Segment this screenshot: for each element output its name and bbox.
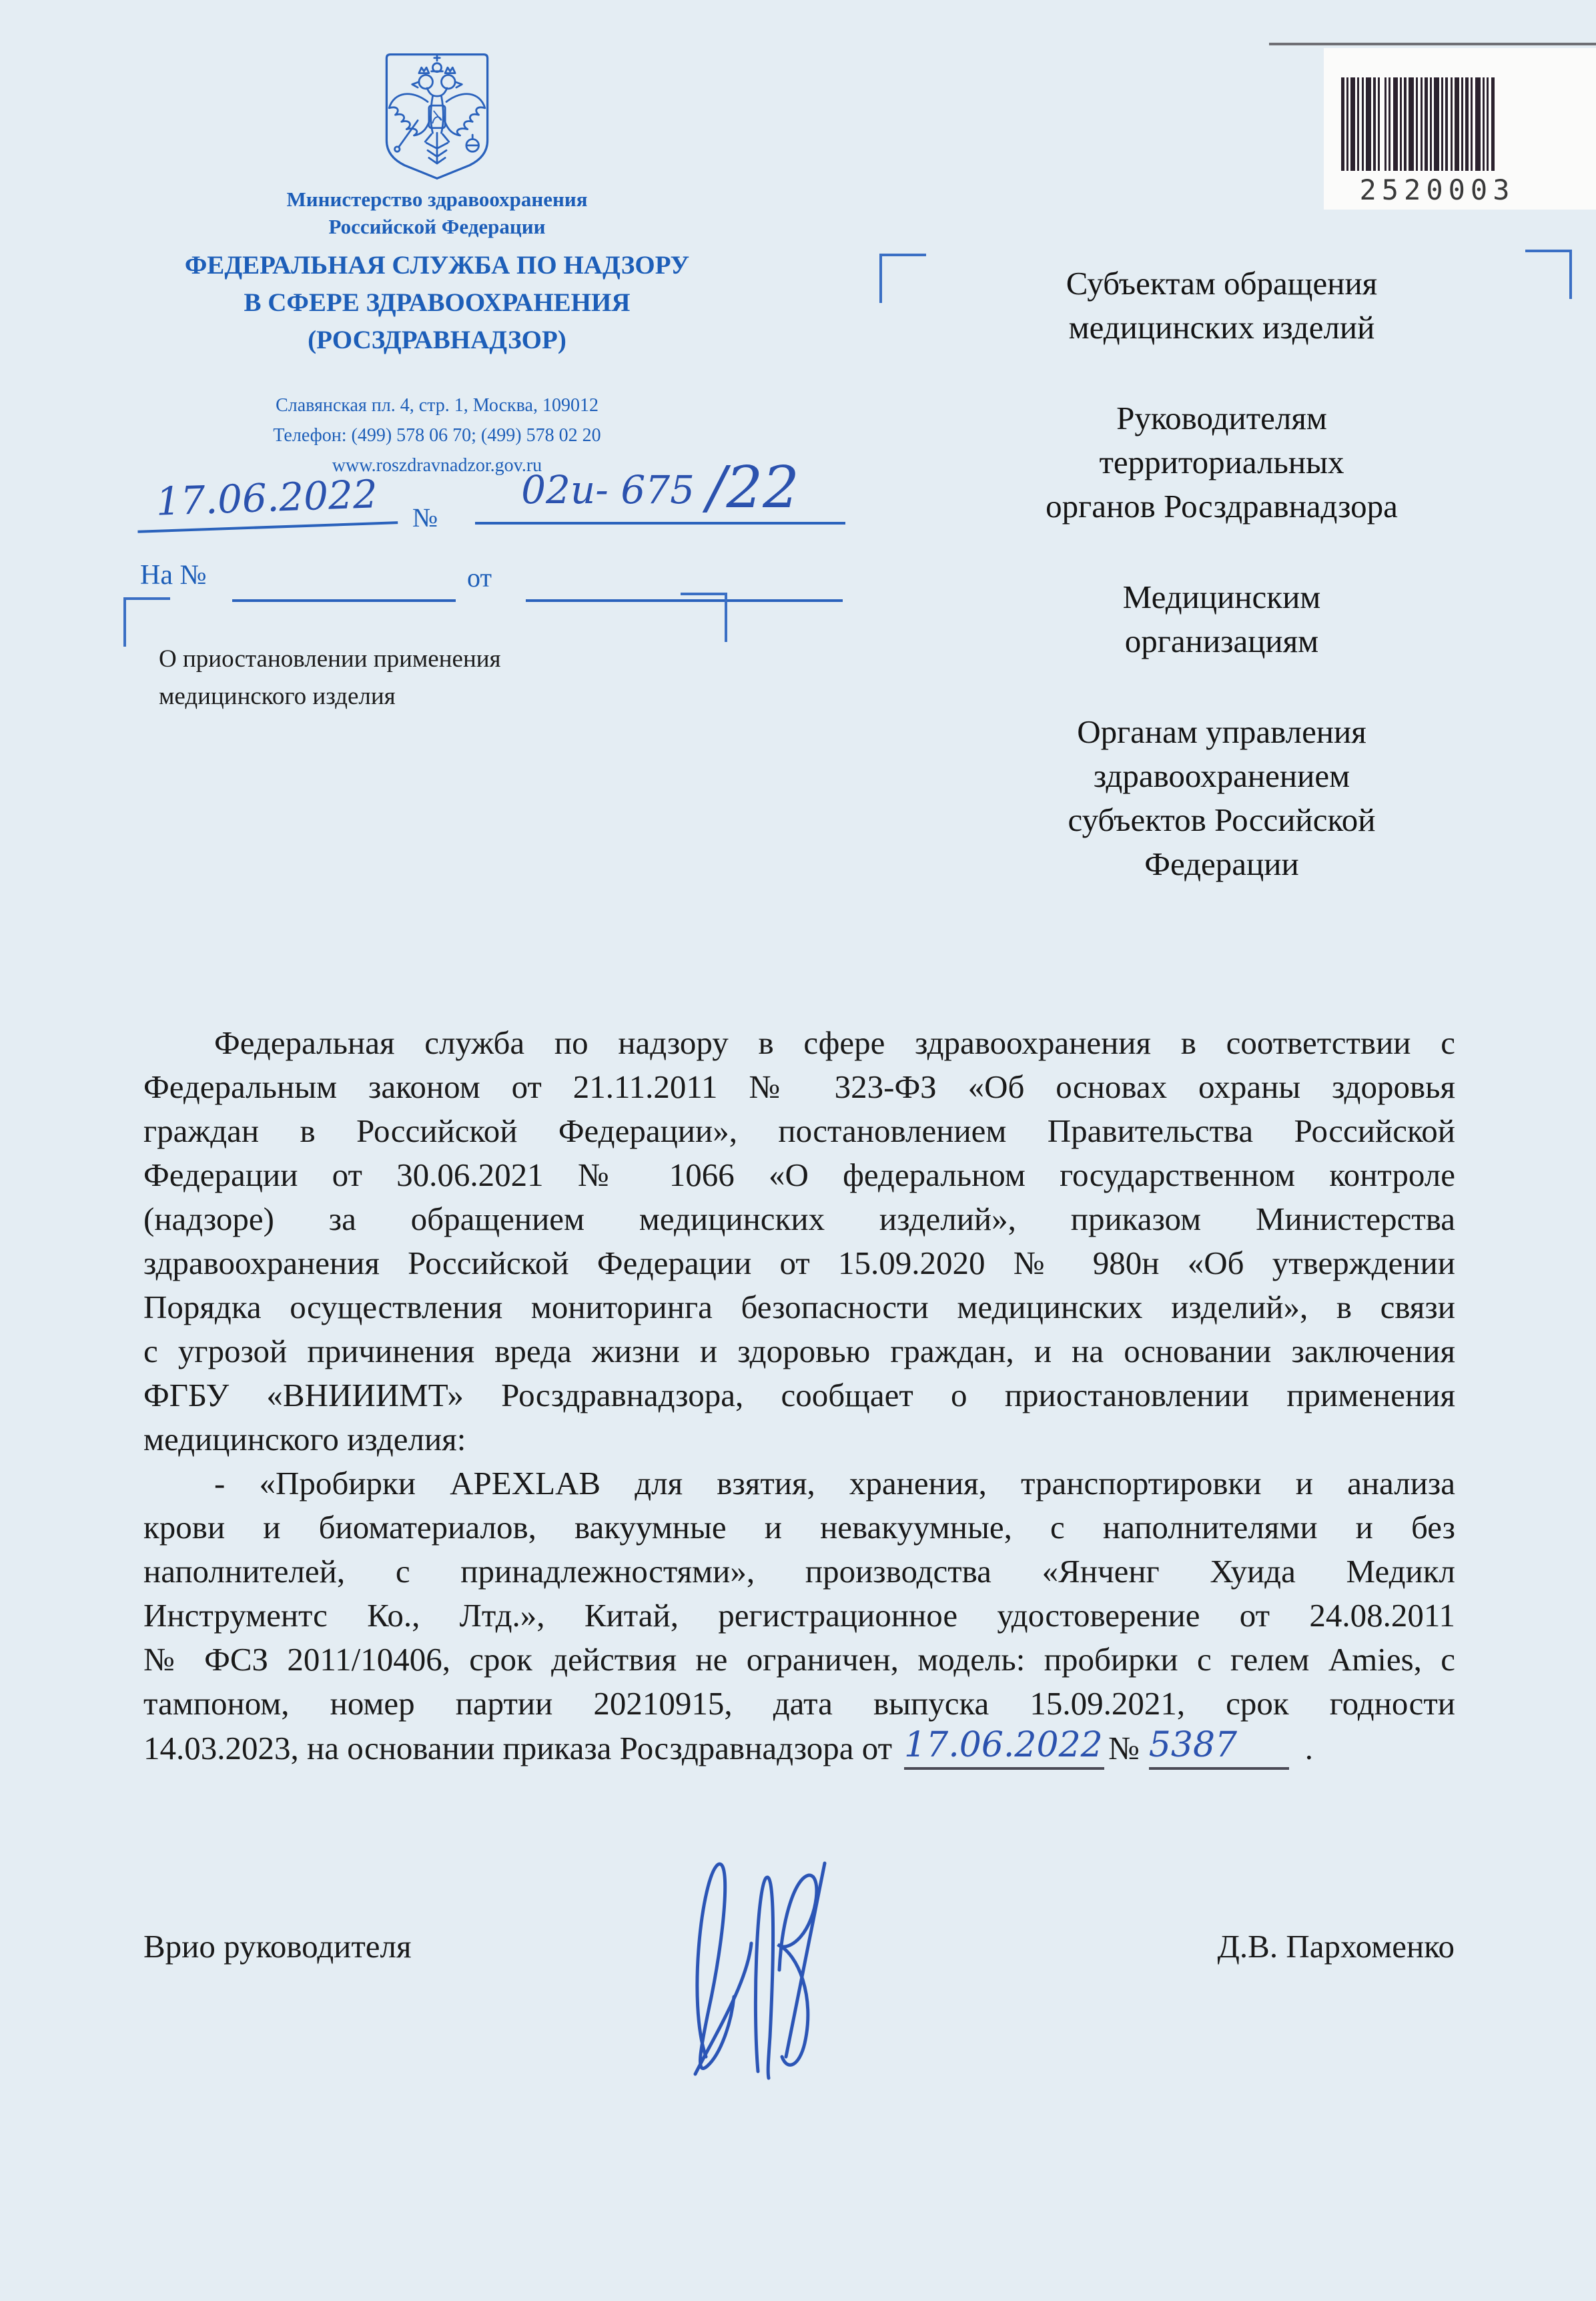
numero-sign: № [1108,1730,1140,1766]
letter-body [143,1021,1455,1770]
recipient-line: организациям [1124,623,1319,659]
service-line2: В СФЕРЕ ЗДРАВООХРАНЕНИЯ [244,288,631,317]
recipient-line: здравоохранением [1093,757,1350,794]
handwritten-outgoing-number [475,454,845,525]
subject-block [159,641,501,715]
russia-coat-of-arms-icon [375,51,499,182]
handwritten-order-date: 17.06.2022 [904,1723,1104,1770]
recipient-line: территориальных [1099,444,1344,480]
body-line: медицинского изделия: [143,1421,466,1457]
subject-corner-left [123,597,170,647]
ministry-name [87,186,787,240]
handwritten-signature-icon [667,1837,881,2103]
body-line: ФГБУ «ВНИИИМТ» Росздравнадзора, сообщает о приостановлении применения [143,1377,1455,1413]
recipient-line: субъектов Российской [1068,801,1376,838]
handwritten-order-number: 5387 [1149,1723,1289,1770]
phone-line: Телефон: (499) 578 06 70; (499) 578 02 20 [273,425,601,446]
body-line: наполнителей, с принадлежностями», производства «Янченг Хуида Медикл [143,1553,1455,1590]
body-last-line-printed: 14.03.2023, на основании приказа Росздравнадзора от [143,1730,893,1766]
barcode-icon [1341,77,1533,171]
body-line: № ФСЗ 2011/10406, срок действия не ограничен, модель: пробирки с гелем Amies, с [143,1641,1455,1678]
body-line: Инструментс Ко., Лтд.», Китай, регистрационное удостоверение от 24.08.2011 [143,1597,1455,1634]
subject-line2: медицинского изделия [159,683,396,710]
body-line: Федеральным законом от 21.11.2011 № 323-ФЗ «Об основах охраны здоровья [143,1068,1455,1105]
address-line: Славянская пл. 4, стр. 1, Москва, 109012 [276,395,598,416]
recipient-group-4 [867,710,1576,886]
reply-number-blank-line [232,599,456,602]
body-line: тампоном, номер партии 20210915, дата выпуска 15.09.2021, срок годности [143,1685,1455,1722]
recipient-line: органов Росздравнадзора [1046,488,1398,525]
recipient-line: медицинских изделий [1068,309,1375,346]
body-last-line [143,1726,1455,1770]
ministry-line2: Российской Федерации [328,215,546,238]
website-line: www.roszdravnadzor.gov.ru [332,455,542,476]
recipient-line: Органам управления [1077,713,1366,750]
body-last-line-period: . [1304,1730,1314,1766]
numero-sign: № [412,503,438,533]
body-line: - «Пробирки APEXLAB для взятия, хранения, транспортировки и анализа [214,1465,1455,1502]
body-line: граждан в Российской Федерации», постановлением Правительства Российской [143,1112,1455,1149]
body-line: Федерации от 30.06.2021 № 1066 «О федеральном государственном контроле [143,1157,1455,1193]
outgoing-number-suffix: /22 [707,454,799,521]
service-line1: ФЕДЕРАЛЬНАЯ СЛУЖБА ПО НАДЗОРУ [184,251,690,280]
recipient-line: Федерации [1144,846,1299,882]
body-line: здравоохранения Российской Федерации от 15.09.2020 № 980н «Об утверждении [143,1245,1455,1281]
recipient-group-1 [867,262,1576,350]
ministry-line1: Министерство здравоохранения [286,188,588,211]
barcode-number: 2520003 [1359,174,1515,206]
body-line: (надзоре) за обращением медицинских изделий», приказом Министерства [143,1201,1455,1237]
recipient-line: Субъектам обращения [1066,265,1378,302]
scan-artifact-line [1269,43,1596,45]
subject-corner-right [681,593,727,642]
barcode-block [1324,48,1596,210]
recipients-block [867,262,1576,886]
recipient-line: Руководителям [1116,400,1327,436]
reply-to-number-label: На № [140,560,207,591]
body-line: Порядка осуществления мониторинга безопасности медицинских изделий», в связи [143,1289,1455,1325]
signer-position-title: Врио руководителя [143,1928,412,1965]
recipient-line: Медицинским [1122,579,1321,615]
reply-from-label: от [467,563,492,593]
body-line: Федеральная служба по надзору в сфере здравоохранения в соответствии с [214,1024,1455,1061]
signer-name: Д.В. Пархоменко [1217,1928,1455,1965]
handwritten-outgoing-date: 17.06.2022 [136,470,398,533]
subject-line1: О приостановлении применения [159,645,501,673]
service-line3: (РОСЗДРАВНАДЗОР) [308,326,566,354]
outgoing-number-main: 02и- 675 [521,467,695,513]
service-name [87,247,787,359]
recipient-group-3 [867,575,1576,663]
body-line: крови и биоматериалов, вакуумные и невакуумные, с наполнителями и без [143,1509,1455,1546]
body-line: с угрозой причинения вреда жизни и здоровью граждан, и на основании заключения [143,1333,1455,1369]
recipient-group-2 [867,396,1576,529]
